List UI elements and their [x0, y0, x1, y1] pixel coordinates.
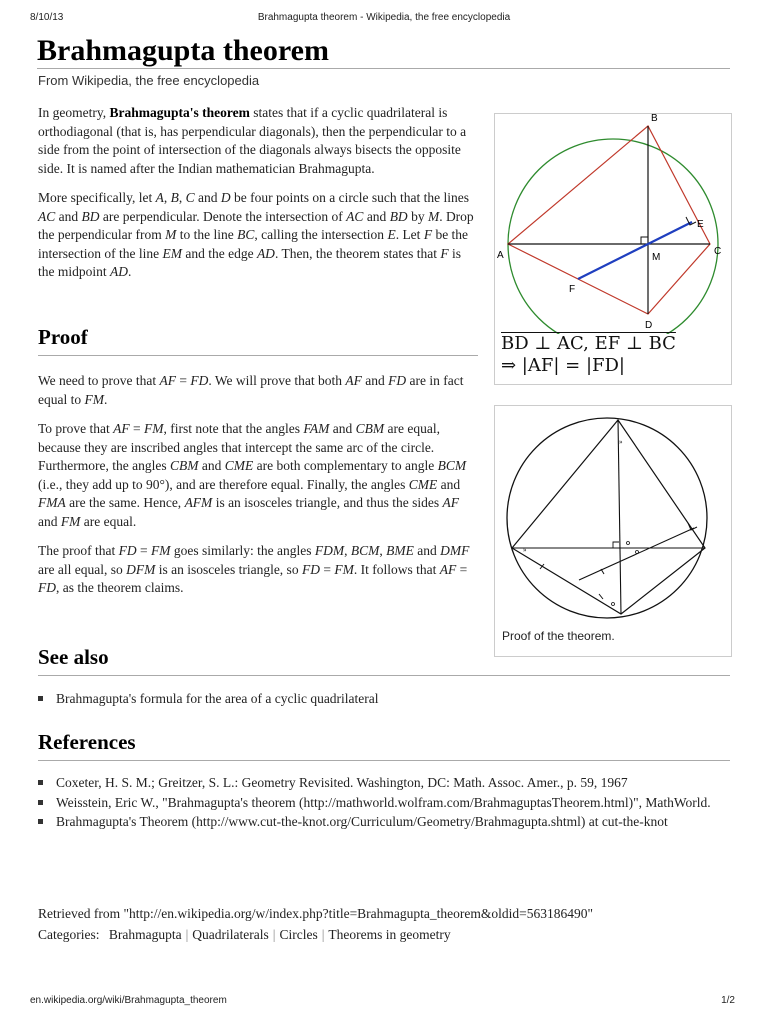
label-f: F — [569, 284, 576, 295]
retrieved-from: Retrieved from "http://en.wikipedia.org/w/index.php?title=Brahmagupta_theorem&oldid=563186490" — [38, 906, 594, 921]
figure-caption: Proof of the theorem. — [502, 629, 615, 643]
tick-mark — [599, 594, 603, 599]
article-tagline: From Wikipedia, the free encyclopedia — [38, 73, 260, 88]
section-heading-see-also: See also — [38, 645, 109, 669]
formula-line-1: BD ⊥ AC, EF ⊥ BC — [501, 333, 676, 354]
label-d: D — [645, 320, 653, 331]
proof-line-em — [579, 528, 694, 580]
proof-paragraph-3: The proof that FD = FM goes similarly: the angles FDM, BCM, BME and DMF are all equal, so DFM is an isosceles triangle, so FD = FM. It follows that AF = FD, as the theorem claims. — [38, 543, 470, 595]
section-divider — [38, 355, 478, 356]
right-angle-marker — [613, 542, 619, 548]
categories-box — [38, 927, 451, 943]
angle-mark — [636, 551, 639, 554]
reference-item[interactable]: Coxeter, H. S. M.; Greitzer, S. L.: Geometry Revisited. Washington, DC: Math. Assoc. Amer., p. 59, 1967 — [16, 774, 730, 793]
intro-paragraph: In geometry, Brahmagupta's theorem states that if a cyclic quadrilateral is orthodiagonal (that is, has perpendicular diagonals), then the perpendicular to a side from the point of intersection of the diagonals always bisects the opposite side. It is named after the Indian mathematician Brahmagupta. — [38, 105, 467, 176]
print-page-number: 1/2 — [721, 995, 735, 1006]
proof-diagram-svg — [495, 406, 731, 626]
proof-paragraph-1: We need to prove that AF = FD. We will prove that both AF and FD are in fact equal to FM. — [38, 373, 464, 407]
category-link[interactable]: Brahmagupta — [108, 927, 182, 942]
angle-mark: » — [619, 438, 623, 446]
see-also-link[interactable]: Brahmagupta's formula for the area of a cyclic quadrilateral — [16, 690, 708, 709]
theorem-formula — [501, 333, 731, 377]
brahmagupta-diagram-svg — [495, 114, 731, 334]
category-separator: | — [185, 927, 189, 942]
right-angle-marker — [641, 237, 648, 244]
figure-proof-diagram — [494, 405, 732, 657]
print-header — [0, 12, 768, 26]
section-divider — [38, 675, 730, 676]
proof-diagonal-bd — [618, 420, 621, 614]
angle-mark — [612, 603, 615, 606]
page-title: Brahmagupta theorem — [37, 34, 329, 67]
label-b: B — [651, 114, 658, 124]
category-separator: | — [321, 927, 325, 942]
categories-label: Categories: — [38, 927, 100, 942]
proof-body — [38, 372, 478, 609]
category-link[interactable]: Theorems in geometry — [328, 927, 451, 942]
label-e: E — [697, 219, 704, 230]
formula-line-2: ⇒ |AF| = |FD| — [501, 355, 625, 376]
category-link[interactable]: Quadrilaterals — [192, 927, 269, 942]
intro-paragraph-2: More specifically, let A, B, C and D be four points on a circle such that the lines AC and BD are perpendicular. Denote the intersection of AC and BD by M. Drop the perpendicular from M to the line BC, calling the intersection E. Let F be the intersection of the line EM and the edge AD. Then, the theorem states that F is the midpoint AD. — [38, 190, 474, 279]
proof-quadrilateral — [512, 420, 705, 614]
label-m: M — [652, 252, 661, 263]
label-a: A — [497, 250, 504, 261]
circumcircle — [508, 139, 718, 334]
see-also-list — [38, 690, 730, 710]
article-intro — [38, 104, 478, 293]
print-footer — [0, 995, 768, 1009]
proof-paragraph-2: To prove that AF = FM, first note that the angles FAM and CBM are equal, because they are inscribed angles that intercept the same arc of the circle. Furthermore, the angles CBM and CME are both complementary to angle BCM (i.e., they add up to 90°), and are therefore equal. Finally, the angles CME and FMA are the same. Hence, AFM is an isosceles triangle, and thus the sides AF and FM are equal. — [38, 421, 467, 529]
line-em — [578, 222, 692, 279]
references-list — [16, 774, 730, 833]
angle-mark — [627, 542, 630, 545]
section-heading-proof: Proof — [38, 325, 88, 349]
print-title: Brahmagupta theorem - Wikipedia, the free encyclopedia — [257, 12, 511, 23]
section-heading-references: References — [38, 730, 136, 754]
title-divider — [37, 68, 730, 69]
label-c: C — [714, 246, 722, 257]
print-date: 8/10/13 — [30, 12, 64, 23]
category-separator: | — [272, 927, 276, 942]
section-divider — [38, 760, 730, 761]
category-link[interactable]: Circles — [279, 927, 318, 942]
cyclic-quadrilateral — [508, 126, 710, 314]
reference-item[interactable]: Brahmagupta's Theorem (http://www.cut-the-knot.org/Curriculum/Geometry/Brahmagupta.shtml) at cut-the-knot — [16, 813, 730, 832]
angle-mark: » — [523, 546, 527, 554]
print-url: en.wikipedia.org/wiki/Brahmagupta_theorem — [30, 995, 227, 1006]
reference-item[interactable]: Weisstein, Eric W., "Brahmagupta's theorem (http://mathworld.wolfram.com/BrahmaguptasTheorem.html)", MathWorld. — [16, 794, 730, 813]
